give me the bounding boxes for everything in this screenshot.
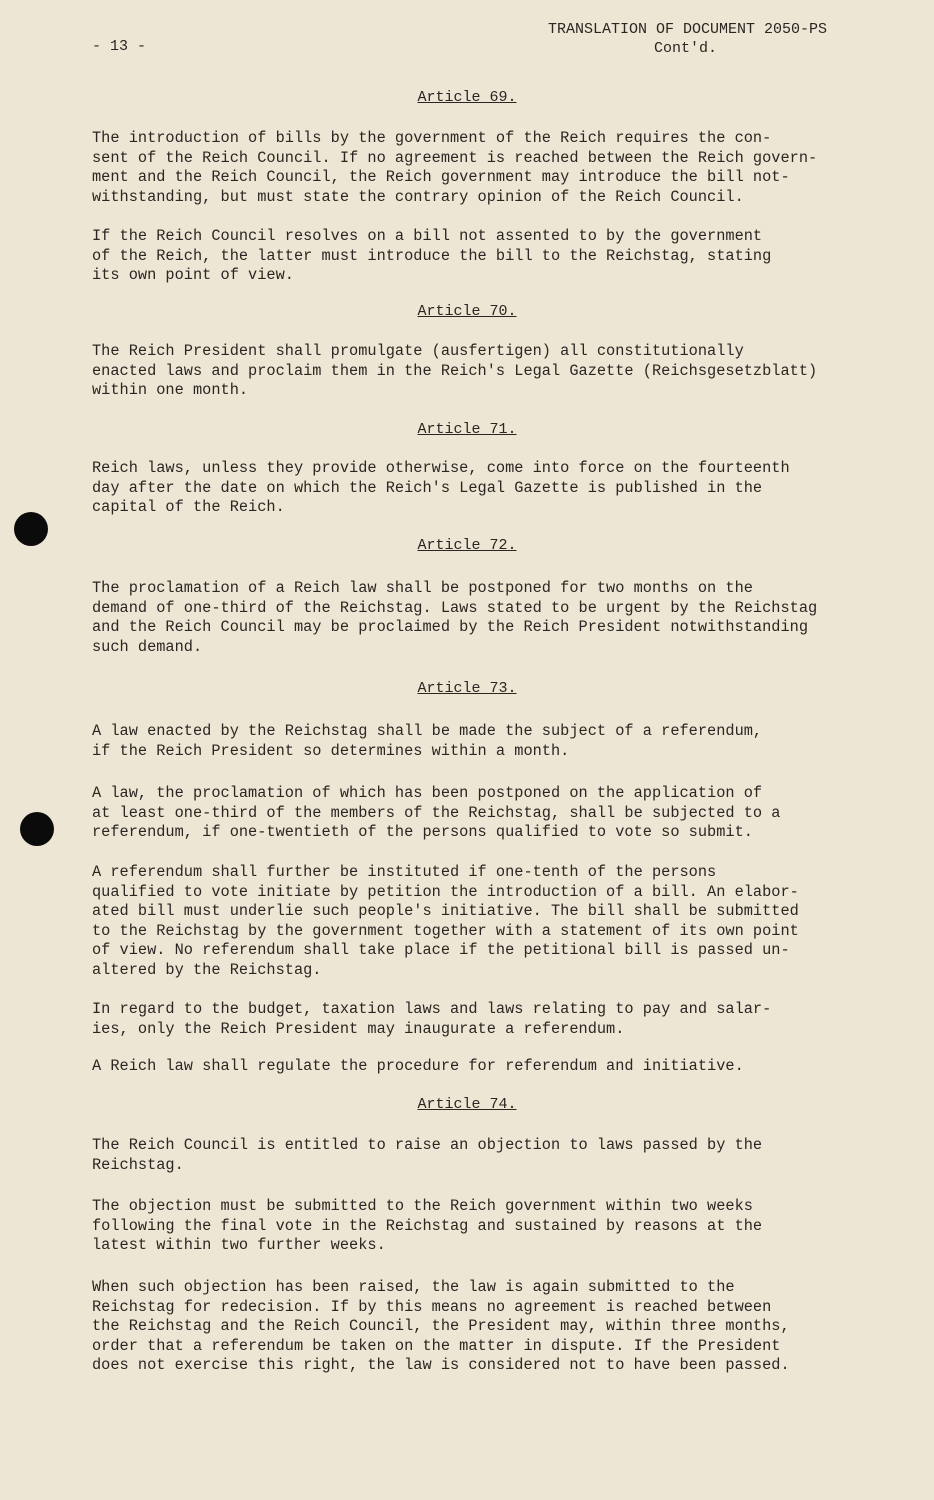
- document-header: [548, 20, 827, 58]
- article-heading: Article 73.: [417, 680, 517, 697]
- continued-label: Cont'd.: [654, 40, 718, 57]
- paragraph: The objection must be submitted to the Reich government within two weeks following the final vote in the Reichstag and sustained by reasons at the latest within two further weeks.: [92, 1197, 763, 1254]
- paragraph: A referendum shall further be instituted if one-tenth of the persons qualified to vote initiate by petition the introduction of a bill. An elabor- ated bill must underlie such people's initiative. The bill shall be submitted to the Reichstag by the government together with a statement of its own point of view. No referendum shall take place if the petitional bill is passed un- altered by the Reichstag.: [92, 863, 799, 979]
- paragraph: If the Reich Council resolves on a bill not assented to by the government of the Reich, the latter must introduce the bill to the Reichstag, stating its own point of view.: [92, 227, 772, 284]
- paragraph: The Reich President shall promulgate (ausfertigen) all constitutionally enacted laws and proclaim them in the Reich's Legal Gazette (Reichsgesetzblatt) within one month.: [92, 342, 818, 399]
- paragraph: A law, the proclamation of which has been postponed on the application of at least one-third of the members of the Reichstag, shall be subjected to a referendum, if one-twentieth of the persons qualified to vote so submit.: [92, 784, 781, 841]
- paragraph: Reich laws, unless they provide otherwise, come into force on the fourteenth day after the date on which the Reich's Legal Gazette is published in the capital of the Reich.: [92, 459, 790, 516]
- article-heading: Article 71.: [417, 421, 517, 438]
- punch-hole: [20, 812, 54, 846]
- paragraph: In regard to the budget, taxation laws and laws relating to pay and salar- ies, only the Reich President may inaugurate a referendum.: [92, 1000, 772, 1038]
- paragraph: The proclamation of a Reich law shall be postponed for two months on the demand of one-third of the Reichstag. Laws stated to be urgent by the Reichstag and the Reich Council may be proclaimed by the Reich President notwithstanding such demand.: [92, 579, 818, 656]
- paragraph: The introduction of bills by the government of the Reich requires the con- sent of the Reich Council. If no agreement is reached between the Reich govern- ment and the Reich Council, the Reich government may introduce the bill not- withstanding, but must state the contrary opinion of the Reich Council.: [92, 129, 818, 206]
- article-heading: Article 74.: [417, 1096, 517, 1113]
- page-number: - 13 -: [92, 38, 147, 55]
- paragraph: A law enacted by the Reichstag shall be made the subject of a referendum, if the Reich President so determines within a month.: [92, 722, 763, 760]
- article-heading: Article 70.: [417, 303, 517, 320]
- article-heading: Article 69.: [417, 89, 517, 106]
- paragraph: A Reich law shall regulate the procedure for referendum and initiative.: [92, 1057, 744, 1075]
- paragraph: The Reich Council is entitled to raise an objection to laws passed by the Reichstag.: [92, 1136, 763, 1174]
- document-title: TRANSLATION OF DOCUMENT 2050-PS: [548, 21, 828, 38]
- article-heading: Article 72.: [417, 537, 517, 554]
- paragraph: When such objection has been raised, the law is again submitted to the Reichstag for redecision. If by this means no agreement is reached between the Reichstag and the Reich Council, the President may, within three months, order that a referendum be taken on the matter in dispute. If the President does not exercise this right, the law is considered not to have been passed.: [92, 1278, 790, 1374]
